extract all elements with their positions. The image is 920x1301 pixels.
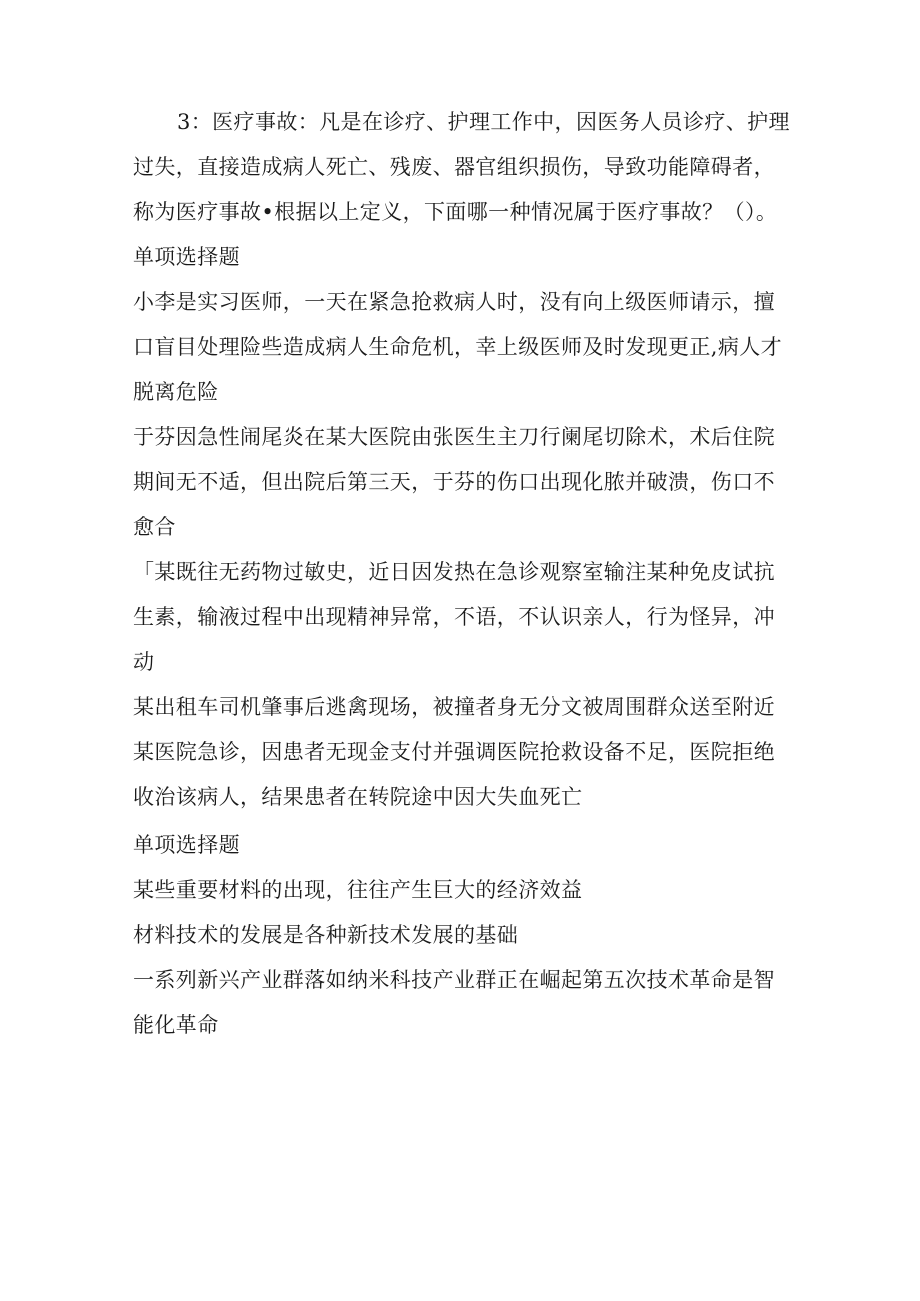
option-text-line: 生素，输液过程中出现精神异常，不语，不认识亲人，行为怪异，冲 xyxy=(133,605,775,629)
document-body xyxy=(133,108,793,1056)
option-text-line: 愈合 xyxy=(133,515,176,539)
option-text-line: 某些重要材料的出现，往往产生巨大的经济效益 xyxy=(133,878,583,902)
option-text-line: 收治该病人，结果患者在转院途中因大失血死亡 xyxy=(133,785,583,809)
option-text-line: 一系列新兴产业群落如纳米科技产业群正在崛起第五次技术革命是智 xyxy=(133,968,775,992)
option-text-line: 脱离危险 xyxy=(133,380,219,404)
option-text-line: 期间无不适，但出院后第三天，于芬的伤口出现化脓并破溃，伤口不 xyxy=(133,470,775,494)
option-text-line: 小李是实习医师，一天在紧急抢救病人时，没有向上级医师请示，擅 xyxy=(133,290,775,314)
question-stem-line: 3：医疗事故：凡是在诊疗、护理工作中，因医务人员诊疗、护理 xyxy=(177,110,790,134)
option-text-line: 能化革命 xyxy=(133,1013,219,1037)
option-text-line: 动 xyxy=(133,650,155,674)
option-text-line: 于芬因急性闹尾炎在某大医院由张医生主刀行阑尾切除术，术后住院 xyxy=(133,425,775,449)
option-text-line: 口盲目处理险些造成病人生命危机，幸上级医师及时发现更正,病人才 xyxy=(133,335,783,359)
option-text-line: 材料技术的发展是各种新技术发展的基础 xyxy=(133,923,519,947)
question-type-label: 单项选择题 xyxy=(133,833,240,857)
question-stem-line: 过失，直接造成病人死亡、残废、器官组织损伤，导致功能障碍者， xyxy=(133,155,775,179)
option-text-line: 某医院急诊，因患者无现金支付并强调医院抢救设备不足，医院拒绝 xyxy=(133,740,775,764)
question-stem-line: 称为医疗事故•根据以上定义，下面哪一种情况属于医疗事故？（）。 xyxy=(133,200,778,224)
option-text-line: 「某既往无药物过敏史，近日因发热在急诊观察室输注某种免皮试抗 xyxy=(133,560,775,584)
question-type-label: 单项选择题 xyxy=(133,245,240,269)
option-text-line: 某出租车司机肇事后逃禽现场，被撞者身无分文被周围群众送至附近 xyxy=(133,695,775,719)
